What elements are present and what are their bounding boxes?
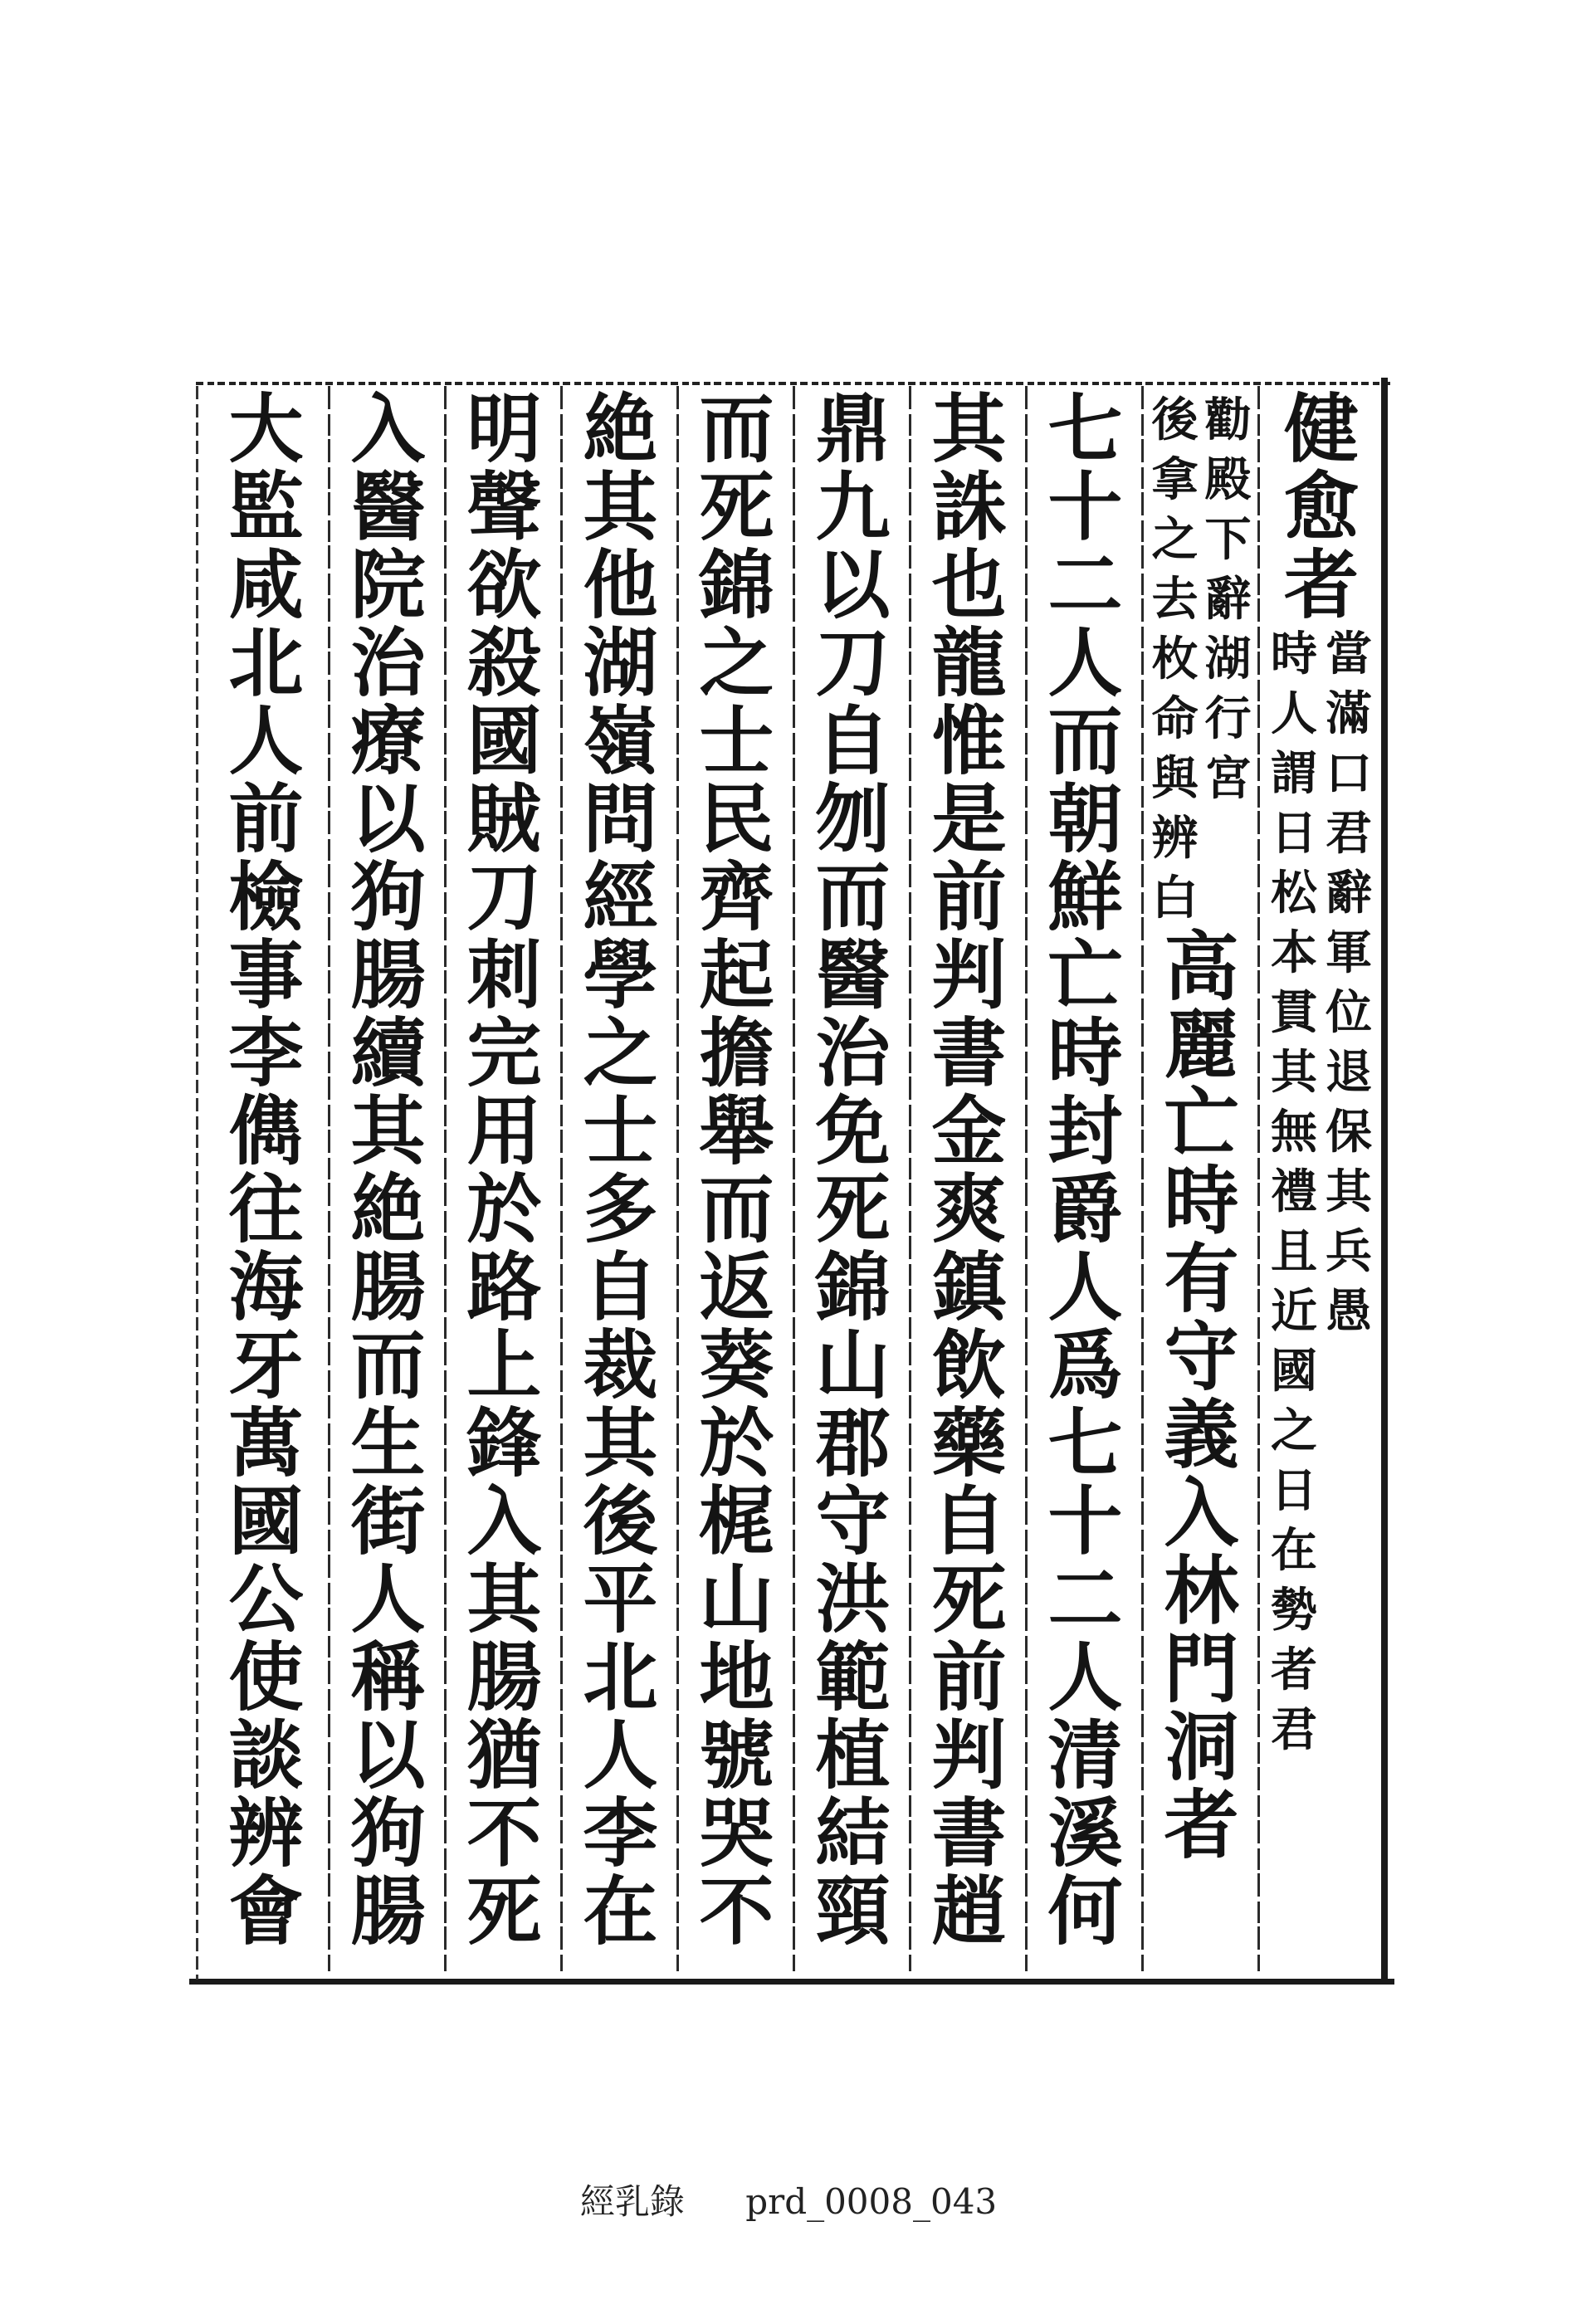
column-7-text: 絶 其 他 湖 嶺 問 經 學 之 士 多 自 裁 其 後 平 北 人 李 在 xyxy=(583,385,658,1955)
column-divider xyxy=(1025,386,1028,1971)
column-3-text: 七 十 二 人 而 朝 鮮 亡 時 封 爵 人 爲 七 十 二 人 清 溪 何 xyxy=(1047,385,1123,1955)
column-10-text: 大 監 咸 北 人 前 檢 事 李 儁 往 海 牙 萬 國 公 使 談 辨 會 xyxy=(228,385,304,1955)
column-4-text: 其 誅 也 龍 惟 是 前 判 書 金 爽 鎮 飲 藥 自 死 前 判 書 趙 xyxy=(931,385,1007,1955)
column-2-main-text: 高 麗 亡 時 有 守 義 入 林 門 洞 者 xyxy=(1164,923,1239,1869)
column-divider xyxy=(909,386,911,1971)
column-9-text: 入 醫 院 治 療 以 狗 腸 續 其 絶 腸 而 生 街 人 稱 以 狗 腸 xyxy=(350,385,426,1955)
text-column-4 xyxy=(913,385,1025,1955)
text-column-7 xyxy=(564,385,676,1955)
frame-left-rule xyxy=(196,386,198,1980)
column-6-text: 而 死 錦 之 士 民 齊 起 擔 舉 而 返 葵 於 梶 山 地 號 哭 不 xyxy=(699,385,774,1955)
column-divider xyxy=(444,386,447,1971)
column-divider xyxy=(560,386,563,1971)
column-2-note-left: 後 拿 之 去 枚 命 與 辨 白 xyxy=(1151,393,1199,925)
page-footer xyxy=(0,2175,1577,2224)
column-1-note-left: 時 人 謂 日 松 本 貫 其 無 禮 且 近 國 之 日 在 勢 者 君 xyxy=(1271,627,1317,1757)
column-8-text: 明 聲 欲 殺 國 賊 刀 刺 完 用 於 路 上 鋒 入 其 腸 猶 不 死 xyxy=(466,385,542,1955)
text-column-9 xyxy=(332,385,444,1955)
column-1-main xyxy=(1284,385,1359,629)
text-column-8 xyxy=(448,385,560,1955)
frame-right-rule xyxy=(1381,378,1388,1980)
column-divider xyxy=(328,386,330,1971)
book-title: 經乳錄 xyxy=(579,2181,685,2222)
column-divider xyxy=(793,386,795,1971)
column-divider xyxy=(1257,386,1260,1971)
text-column-10 xyxy=(206,385,326,1955)
column-divider xyxy=(676,386,679,1971)
page-id: prd_0008_043 xyxy=(745,2181,998,2222)
frame-bottom-rule xyxy=(189,1979,1394,1985)
column-2-note-right: 勸 殿 下 辭 湖 行 宮 xyxy=(1204,393,1252,806)
text-column-3 xyxy=(1029,385,1141,1955)
column-1-note-right: 當 滿 口 君 辭 軍 位 退 保 其 兵 愚 xyxy=(1326,627,1372,1339)
text-column-1 xyxy=(1263,385,1379,1760)
text-column-2 xyxy=(1145,390,1257,1869)
column-5-text: 鼎 九 以 刀 自 刎 而 醫 治 免 死 錦 山 郡 守 洪 範 植 結 頸 xyxy=(815,385,891,1955)
column-1-main-text: 健 愈 者 xyxy=(1284,385,1359,629)
text-column-6 xyxy=(681,385,793,1955)
text-column-5 xyxy=(797,385,909,1955)
column-divider xyxy=(1141,386,1144,1971)
